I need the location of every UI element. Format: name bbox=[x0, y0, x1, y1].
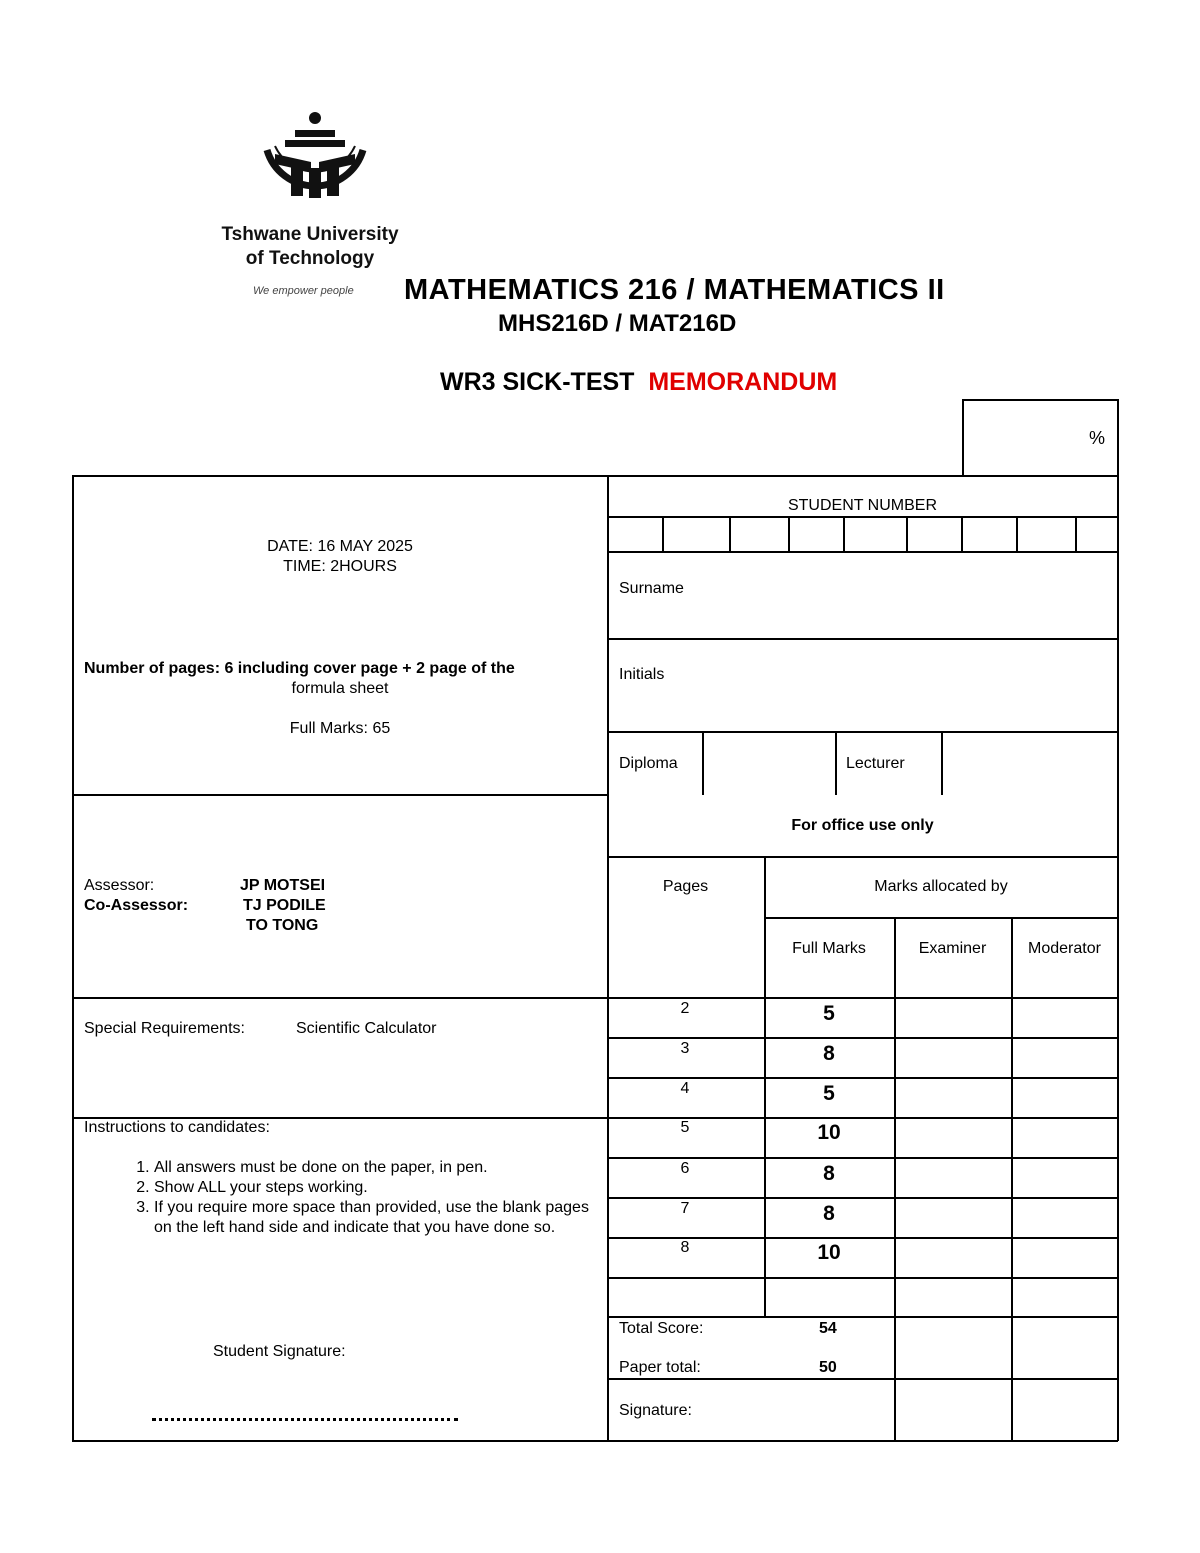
student-signature-label: Student Signature: bbox=[213, 1343, 346, 1360]
percent-sign: % bbox=[1089, 428, 1106, 448]
page-marks: 8 bbox=[823, 1202, 835, 1225]
full-marks-total: Full Marks: 65 bbox=[289, 720, 391, 737]
moderator-header: Moderator bbox=[1028, 940, 1101, 957]
university-name-line1: Tshwane University bbox=[221, 224, 399, 245]
instruction-item: 1. All answers must be done on the paper, in pen. bbox=[154, 1158, 594, 1178]
formula-sheet-note: formula sheet bbox=[291, 680, 389, 697]
marks-row-line bbox=[607, 1157, 1118, 1159]
examiner-header: Examiner bbox=[918, 940, 987, 957]
university-name-line2: of Technology bbox=[245, 248, 375, 269]
office-title-divider bbox=[607, 856, 1118, 858]
student-number-cell[interactable] bbox=[906, 516, 908, 552]
total-score-label: Total Score: bbox=[619, 1320, 704, 1337]
marks-row-line bbox=[607, 997, 1118, 999]
percent-box-top bbox=[962, 399, 1118, 401]
total-score-value: 54 bbox=[819, 1320, 837, 1337]
table-left-border bbox=[72, 475, 74, 1441]
office-use-title: For office use only bbox=[791, 817, 934, 834]
page-marks: 5 bbox=[823, 1082, 835, 1105]
student-number-label: STUDENT NUMBER bbox=[787, 497, 938, 514]
page-number: 6 bbox=[680, 1160, 690, 1177]
memorandum-label: MEMORANDUM bbox=[648, 368, 838, 396]
marks-row-line bbox=[607, 1277, 1118, 1279]
student-number-cell[interactable] bbox=[1016, 516, 1018, 552]
initials-divider bbox=[607, 731, 1118, 733]
lecturer-label: Lecturer bbox=[846, 755, 905, 772]
student-number-cell[interactable] bbox=[729, 516, 731, 552]
paper-total-value: 50 bbox=[819, 1359, 837, 1376]
student-number-bottom bbox=[607, 551, 1118, 553]
test-title bbox=[440, 368, 837, 397]
examiner-column-left bbox=[894, 917, 896, 1441]
diploma-field-left bbox=[702, 731, 704, 795]
exam-time: TIME: 2HOURS bbox=[283, 558, 397, 575]
left-divider-2 bbox=[72, 997, 608, 999]
student-number-cell[interactable] bbox=[843, 516, 845, 552]
page-marks: 5 bbox=[823, 1002, 835, 1025]
student-signature-line[interactable] bbox=[152, 1412, 458, 1421]
page-number: 8 bbox=[680, 1239, 690, 1256]
lecturer-label-left bbox=[835, 731, 837, 795]
course-title: MATHEMATICS 216 / MATHEMATICS II bbox=[404, 274, 945, 306]
exam-date: DATE: 16 MAY 2025 bbox=[267, 538, 413, 555]
tut-emblem-icon bbox=[255, 110, 375, 222]
surname-divider bbox=[607, 638, 1118, 640]
surname-label: Surname bbox=[619, 580, 684, 597]
test-name: WR3 SICK-TEST bbox=[440, 368, 635, 396]
page-marks: 8 bbox=[823, 1162, 835, 1185]
pages-header: Pages bbox=[662, 878, 709, 895]
special-requirements-label: Special Requirements: bbox=[84, 1020, 245, 1037]
page-marks: 10 bbox=[817, 1121, 841, 1144]
page-number: 3 bbox=[680, 1040, 690, 1057]
coassessor-name-1: TJ PODILE bbox=[243, 897, 326, 914]
full-marks-header: Full Marks bbox=[792, 940, 866, 957]
page-number: 2 bbox=[680, 1000, 690, 1017]
student-number-cell[interactable] bbox=[961, 516, 963, 552]
assessor-label: Assessor: bbox=[84, 877, 155, 894]
table-top-border bbox=[72, 475, 1118, 477]
table-middle-divider bbox=[607, 475, 609, 1441]
marks-row-line bbox=[607, 1197, 1118, 1199]
university-logo bbox=[250, 110, 410, 300]
page-marks: 8 bbox=[823, 1042, 835, 1065]
table-bottom-border bbox=[72, 1440, 1118, 1442]
assessor-name: JP MOTSEI bbox=[240, 877, 326, 894]
student-number-cell[interactable] bbox=[788, 516, 790, 552]
instruction-item: 3. If you require more space than provided, use the blank pages on the left hand side and indicate that you have done so. bbox=[154, 1198, 594, 1238]
student-number-cell[interactable] bbox=[1075, 516, 1077, 552]
student-number-cell[interactable] bbox=[662, 516, 664, 552]
page-marks: 10 bbox=[817, 1241, 841, 1264]
diploma-label: Diploma bbox=[619, 755, 678, 772]
signature-label: Signature: bbox=[619, 1402, 692, 1419]
marks-header-divider bbox=[764, 917, 1118, 919]
left-divider-1 bbox=[72, 794, 608, 796]
marks-row-line bbox=[607, 1037, 1118, 1039]
paper-total-label: Paper total: bbox=[619, 1359, 701, 1376]
university-tagline: We empower people bbox=[253, 285, 354, 297]
course-codes: MHS216D / MAT216D bbox=[498, 310, 737, 337]
table-right-border bbox=[1117, 475, 1119, 1441]
instruction-item: 2. Show ALL your steps working. bbox=[154, 1178, 594, 1198]
instructions-list bbox=[84, 1158, 594, 1238]
number-of-pages: Number of pages: 6 including cover page + 2 page of the bbox=[84, 660, 515, 677]
marks-allocated-header: Marks allocated by bbox=[874, 878, 1008, 895]
student-number-top bbox=[607, 516, 1118, 518]
special-requirements-value: Scientific Calculator bbox=[296, 1020, 437, 1037]
percent-box-right bbox=[1117, 399, 1119, 476]
coassessor-label: Co-Assessor: bbox=[84, 897, 189, 914]
totals-divider bbox=[607, 1378, 1118, 1380]
percent-box-left bbox=[962, 399, 964, 476]
instructions-title: Instructions to candidates: bbox=[84, 1119, 270, 1136]
lecturer-field-left bbox=[941, 731, 943, 795]
initials-label: Initials bbox=[619, 666, 665, 683]
marks-row-line bbox=[607, 1316, 1118, 1318]
coassessor-name-2: TO TONG bbox=[246, 917, 319, 934]
page-number: 7 bbox=[680, 1200, 690, 1217]
marks-row-line bbox=[607, 1077, 1118, 1079]
page-number: 4 bbox=[680, 1080, 690, 1097]
page-number: 5 bbox=[680, 1119, 690, 1136]
moderator-column-left bbox=[1011, 917, 1013, 1441]
